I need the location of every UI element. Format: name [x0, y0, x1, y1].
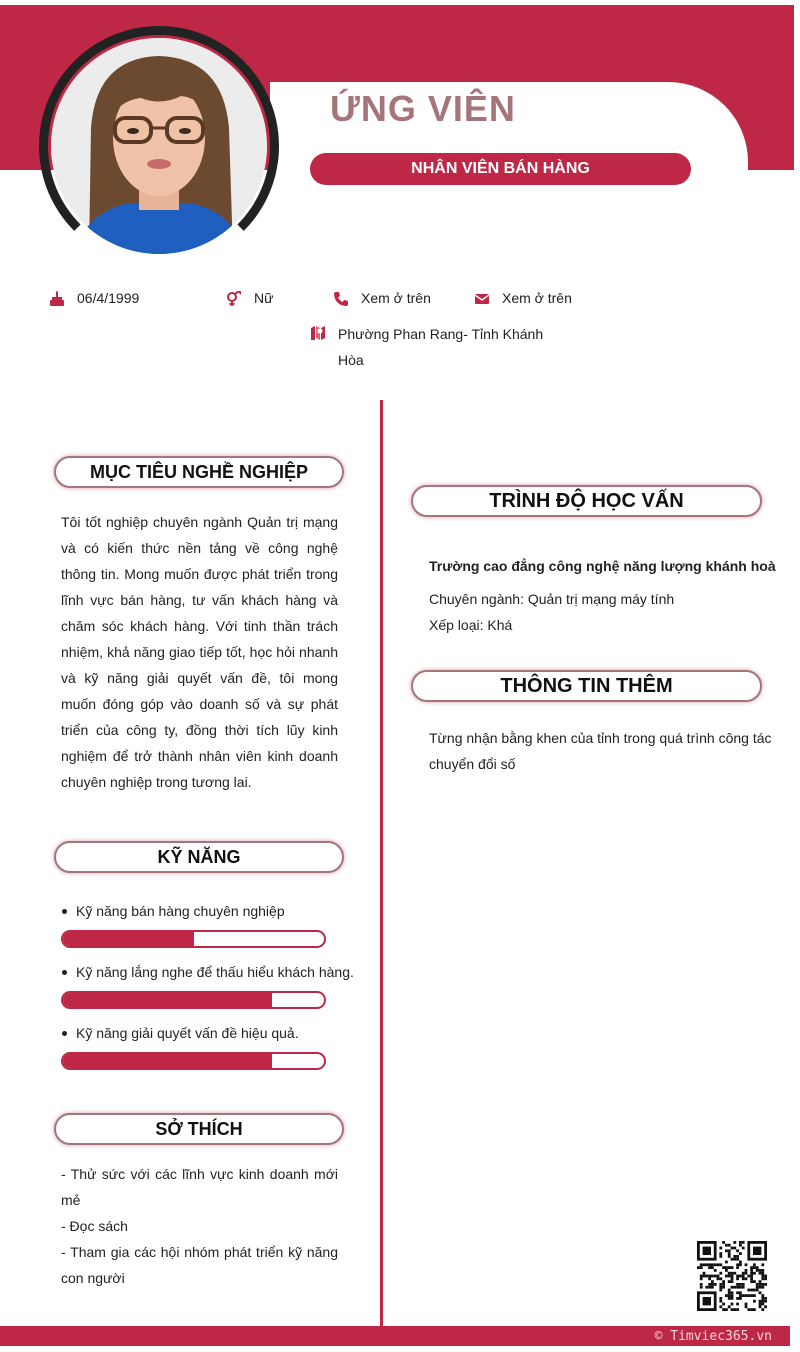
- address-line-2: Hòa: [338, 352, 364, 368]
- objective-text: Tôi tốt nghiệp chuyên ngành Quản trị mạng và có kiến thức nền tảng về công nghệ thông tin. Mong muốn được phát triển trong lĩnh vực bán hàng, tư vấn khách hàng và chăm sóc khách hàng. Với tinh thần trách nhiệm, khả năng giao tiếp tốt, học hỏi nhanh và kỹ năng giải quyết vấn đề, tôi mong muốn đóng góp vào doanh số và sự phát triển của công ty, đồng thời tích lũy kinh nghiệm để trở thành nhân viên kinh doanh chuyên nghiệp trong tương lai.: [61, 514, 338, 790]
- objective-heading: MỤC TIÊU NGHỀ NGHIỆP: [54, 456, 344, 488]
- bullet-icon: [62, 909, 67, 914]
- hobbies-list: [61, 1161, 338, 1291]
- bullet-icon: [62, 1031, 67, 1036]
- phone-info: [333, 290, 431, 307]
- skills-heading: KỸ NĂNG: [54, 841, 344, 873]
- avatar: [51, 38, 267, 254]
- birthday-info: [49, 290, 139, 307]
- education-major: Chuyên ngành: Quản trị mạng máy tính: [429, 591, 675, 607]
- skill-bar: [61, 991, 326, 1009]
- additional-text: Từng nhận bằng khen của tỉnh trong quá trình công tác chuyển đổi số: [429, 730, 772, 772]
- education-school: Trường cao đẳng công nghệ năng lượng khánh hoà: [429, 558, 776, 574]
- hobby-item: - Tham gia các hội nhóm phát triển kỹ năng con người: [61, 1244, 338, 1286]
- map-marker-icon: [310, 325, 326, 341]
- candidate-name: ỨNG VIÊN: [330, 88, 516, 129]
- job-title: NHÂN VIÊN BÁN HÀNG: [310, 153, 691, 185]
- skill-label: Kỹ năng giải quyết vấn đề hiệu quả.: [76, 1025, 299, 1041]
- skill-label: Kỹ năng lắng nghe để thấu hiểu khách hàng.: [76, 964, 354, 980]
- address-info: [310, 321, 543, 373]
- additional-heading: THÔNG TIN THÊM: [411, 670, 762, 702]
- gender-text: Nữ: [254, 290, 274, 306]
- watermark: © Timviec365.vn: [654, 1329, 772, 1344]
- skill-label: Kỹ năng bán hàng chuyên nghiệp: [76, 903, 285, 919]
- address-line-1: Phường Phan Rang- Tỉnh Khánh: [338, 326, 544, 342]
- education-details: [429, 586, 769, 638]
- education-grade: Xếp loại: Khá: [429, 617, 513, 633]
- skill-bar: [61, 930, 326, 948]
- qr-code-icon: [697, 1241, 767, 1311]
- skill-bar-fill: [63, 932, 194, 946]
- skill-bar-fill: [63, 993, 272, 1007]
- phone-icon: [333, 291, 349, 307]
- email-info: [474, 290, 572, 307]
- birthday-text: 06/4/1999: [77, 290, 140, 306]
- birthday-cake-icon: [49, 291, 65, 307]
- skill-bar-fill: [63, 1054, 272, 1068]
- skill-item: [62, 964, 354, 980]
- email-text: Xem ở trên: [502, 290, 572, 306]
- hobbies-heading: SỞ THÍCH: [54, 1113, 344, 1145]
- hobby-item: - Thử sức với các lĩnh vực kinh doanh mới mẻ: [61, 1166, 338, 1208]
- skill-item: [62, 903, 285, 919]
- gender-info: [226, 290, 273, 307]
- hobby-item: - Đọc sách: [61, 1218, 128, 1234]
- education-heading: TRÌNH ĐỘ HỌC VẤN: [411, 485, 762, 517]
- skill-item: [62, 1025, 299, 1041]
- envelope-icon: [474, 291, 490, 307]
- gender-icon: [226, 291, 242, 307]
- skill-bar: [61, 1052, 326, 1070]
- column-divider: [380, 400, 383, 1326]
- phone-text: Xem ở trên: [361, 290, 431, 306]
- bullet-icon: [62, 970, 67, 975]
